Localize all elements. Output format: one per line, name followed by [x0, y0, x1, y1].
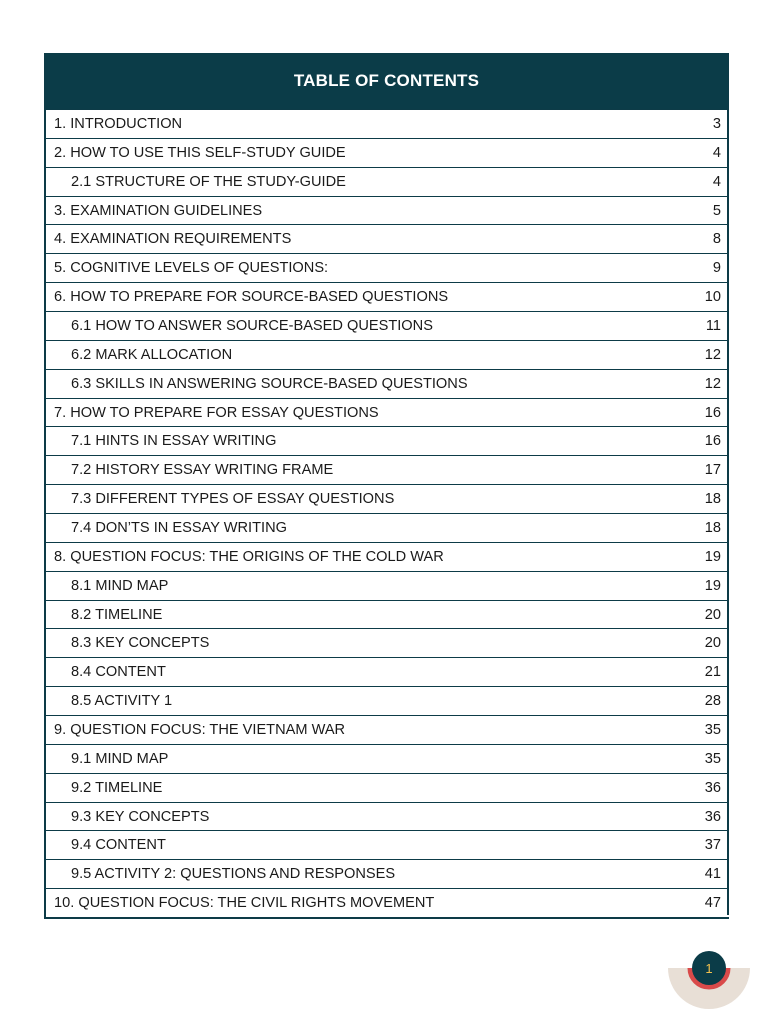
toc-entry[interactable]: [46, 282, 727, 311]
toc-entry-label: 5. COGNITIVE LEVELS OF QUESTIONS:: [54, 260, 329, 277]
toc-entry-label: 6.3 SKILLS IN ANSWERING SOURCE-BASED QUESTIONS: [71, 375, 468, 392]
toc-entry-label: 10. QUESTION FOCUS: THE CIVIL RIGHTS MOVEMENT: [54, 895, 435, 912]
toc-entry-label: 9.5 ACTIVITY 2: QUESTIONS AND RESPONSES: [71, 866, 396, 883]
toc-entry[interactable]: [46, 196, 727, 225]
toc-entry-page: 18: [704, 491, 721, 508]
toc-subentry[interactable]: [46, 802, 727, 831]
toc-entry-page: 4: [712, 173, 721, 190]
toc-entry-label: 1. INTRODUCTION: [54, 115, 183, 132]
toc-subentry[interactable]: [46, 744, 727, 773]
toc-entry[interactable]: [46, 138, 727, 167]
toc-entry[interactable]: [46, 888, 727, 917]
toc-entry-label: 7.2 HISTORY ESSAY WRITING FRAME: [71, 462, 334, 479]
page-number: 1: [705, 961, 713, 976]
toc-entry-page: 19: [704, 548, 721, 565]
toc-entry[interactable]: [46, 398, 727, 427]
toc-entry-page: 10: [704, 289, 721, 306]
toc-entry-page: 19: [704, 577, 721, 594]
toc-entry-page: 16: [704, 404, 721, 421]
toc-entry-label: 2.1 STRUCTURE OF THE STUDY-GUIDE: [71, 173, 346, 190]
toc-entry-page: 20: [704, 606, 721, 623]
footer-gap: [676, 915, 729, 917]
toc-entry-label: 9.3 KEY CONCEPTS: [71, 808, 210, 825]
toc-entry-label: 4. EXAMINATION REQUIREMENTS: [54, 231, 292, 248]
toc-entry-label: 9. QUESTION FOCUS: THE VIETNAM WAR: [54, 721, 346, 738]
toc-entry-label: 9.4 CONTENT: [71, 837, 166, 854]
toc-entry[interactable]: [46, 253, 727, 282]
toc-entry-label: 8.5 ACTIVITY 1: [71, 693, 173, 710]
toc-entry-label: 6.2 MARK ALLOCATION: [71, 346, 233, 363]
toc-entry-page: 3: [712, 115, 721, 132]
toc-entry-label: 8.4 CONTENT: [71, 664, 166, 681]
toc-subentry[interactable]: [46, 167, 727, 196]
toc-subentry[interactable]: [46, 455, 727, 484]
toc-entry-page: 28: [704, 693, 721, 710]
toc-entry-label: 8. QUESTION FOCUS: THE ORIGINS OF THE COLD WAR: [54, 548, 444, 565]
toc-entry-label: 7.3 DIFFERENT TYPES OF ESSAY QUESTIONS: [71, 491, 395, 508]
toc-entry-page: 35: [704, 721, 721, 738]
toc-subentry[interactable]: [46, 686, 727, 715]
toc-entry[interactable]: [46, 109, 727, 138]
toc-entry-label: 2. HOW TO USE THIS SELF-STUDY GUIDE: [54, 144, 346, 161]
toc-subentry[interactable]: [46, 340, 727, 369]
toc-entry-page: 36: [704, 779, 721, 796]
toc-entry[interactable]: [46, 224, 727, 253]
toc-subentry[interactable]: [46, 859, 727, 888]
toc-entry[interactable]: [46, 542, 727, 571]
toc-entry-page: 16: [704, 433, 721, 450]
toc-entry-label: 7.1 HINTS IN ESSAY WRITING: [71, 433, 277, 450]
toc-entry-page: 37: [704, 837, 721, 854]
toc-entry-label: 8.3 KEY CONCEPTS: [71, 635, 210, 652]
toc-subentry[interactable]: [46, 628, 727, 657]
toc-entry-page: 4: [712, 144, 721, 161]
toc-entry-label: 6. HOW TO PREPARE FOR SOURCE-BASED QUESTIONS: [54, 289, 449, 306]
toc-entry-page: 18: [704, 519, 721, 536]
toc-subentry[interactable]: [46, 311, 727, 340]
toc-subentry[interactable]: [46, 369, 727, 398]
toc-entry-page: 12: [704, 375, 721, 392]
toc-subentry[interactable]: [46, 571, 727, 600]
toc-entry-page: 12: [704, 346, 721, 363]
toc-entry-page: 11: [705, 317, 721, 334]
toc-entry-label: 8.2 TIMELINE: [71, 606, 163, 623]
toc-entry-label: 9.1 MIND MAP: [71, 750, 169, 767]
toc-entry-page: 9: [712, 260, 721, 277]
toc-entry-page: 41: [704, 866, 721, 883]
toc-entry-page: 35: [704, 750, 721, 767]
toc-subentry[interactable]: [46, 426, 727, 455]
toc-title: TABLE OF CONTENTS: [46, 53, 727, 109]
toc-entry-label: 6.1 HOW TO ANSWER SOURCE-BASED QUESTIONS: [71, 317, 433, 334]
toc-entry-page: 20: [704, 635, 721, 652]
toc-entry-label: 8.1 MIND MAP: [71, 577, 169, 594]
toc-entry-page: 17: [704, 462, 721, 479]
toc-entry-page: 36: [704, 808, 721, 825]
toc-subentry[interactable]: [46, 513, 727, 542]
toc-subentry[interactable]: [46, 773, 727, 802]
toc-entry-label: 9.2 TIMELINE: [71, 779, 163, 796]
toc-entry-label: 3. EXAMINATION GUIDELINES: [54, 202, 263, 219]
toc-subentry[interactable]: [46, 830, 727, 859]
toc-entries: [46, 109, 727, 917]
toc-entry[interactable]: [46, 715, 727, 744]
toc-subentry[interactable]: [46, 600, 727, 629]
toc-entry-label: 7. HOW TO PREPARE FOR ESSAY QUESTIONS: [54, 404, 379, 421]
page-number-badge: [668, 932, 750, 1024]
table-of-contents: [44, 53, 729, 919]
toc-entry-page: 5: [712, 202, 721, 219]
toc-subentry[interactable]: [46, 657, 727, 686]
toc-subentry[interactable]: [46, 484, 727, 513]
toc-entry-page: 47: [704, 895, 721, 912]
toc-entry-page: 8: [712, 231, 721, 248]
toc-entry-label: 7.4 DON’TS IN ESSAY WRITING: [71, 519, 287, 536]
toc-entry-page: 21: [704, 664, 721, 681]
